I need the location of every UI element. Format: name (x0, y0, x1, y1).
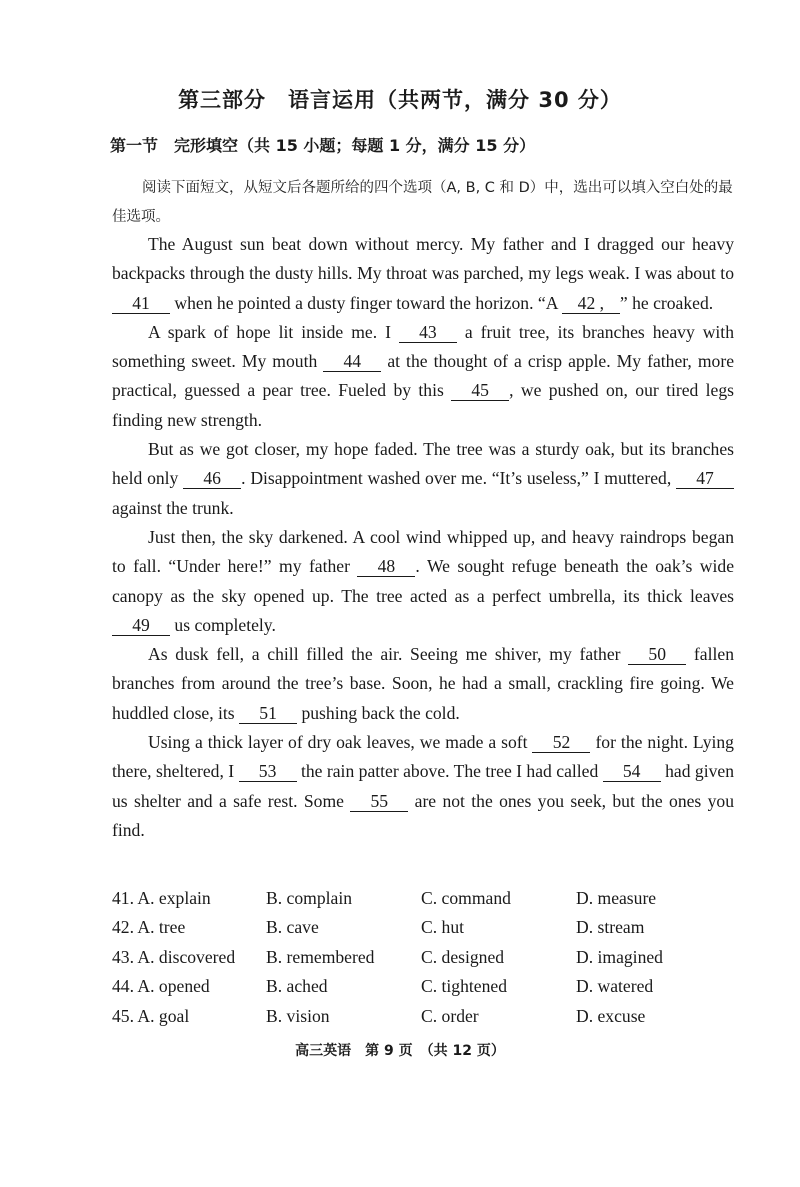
answer-option[interactable]: B. ached (266, 976, 328, 997)
question-option-row (112, 917, 752, 946)
answer-option[interactable]: D. excuse (576, 1005, 646, 1026)
answer-option[interactable]: C. tightened (421, 976, 508, 997)
section-title: 第一节 完形填空（共 15 小题；每题 1 分，满分 15 分） (110, 136, 536, 155)
passage-text: fallen branches from around the tree’s base. Soon, he had a small, crackling fire going. We huddled close, its (112, 644, 734, 723)
passage-text: when he pointed a dusty finger toward the horizon. “A (170, 292, 562, 313)
answer-option[interactable]: 44. A. opened (112, 976, 210, 997)
answer-blank[interactable]: 41 (112, 294, 170, 314)
question-option-row (112, 888, 752, 917)
answer-option[interactable]: D. stream (576, 917, 645, 938)
passage-text: had given us shelter and a safe rest. Some (112, 761, 734, 811)
passage-text: the rain patter above. The tree I had called (296, 761, 603, 782)
passage-paragraph (112, 640, 734, 728)
answer-option[interactable]: B. cave (266, 917, 319, 938)
passage-text: pushing back the cold. (297, 702, 460, 723)
answer-blank[interactable]: 49 (112, 616, 170, 636)
answer-option[interactable]: B. vision (266, 1005, 330, 1026)
answer-blank[interactable]: 52 (532, 733, 590, 753)
passage-paragraph (112, 230, 734, 318)
passage-paragraph (112, 523, 734, 640)
part-title: 第三部分 语言运用（共两节，满分 30 分） (178, 88, 622, 112)
cloze-passage (112, 230, 734, 845)
passage-paragraph (112, 318, 734, 435)
question-option-row (112, 947, 752, 976)
passage-text: at the thought of a crisp apple. My father, more practical, guessed a pear tree. Fueled by this (112, 351, 735, 401)
answer-option[interactable]: 45. A. goal (112, 1005, 190, 1026)
passage-text: But as we got closer, my hope faded. The tree was a sturdy oak, but its branches held only (112, 439, 734, 489)
passage-text: A spark of hope lit inside me. I (148, 321, 399, 342)
answer-blank[interactable]: 43 (399, 323, 457, 343)
answer-blank[interactable]: 53 (239, 762, 297, 782)
answer-blank[interactable]: 50 (628, 645, 686, 665)
passage-text: are not the ones you seek, but the ones you find. (112, 790, 734, 840)
instructions: 阅读下面短文，从短文后各题所给的四个选项（A, B, C 和 D）中，选出可以填入空白处的最佳选项。 (112, 180, 733, 225)
question-option-row (112, 1006, 752, 1035)
page-footer: 高三英语 第 9 页 （共 12 页） (295, 1043, 505, 1059)
passage-text: The August sun beat down without mercy. My father and I dragged our heavy backpacks through the dusty hills. My throat was parched, my legs weak. I was about to (112, 234, 734, 284)
answer-option[interactable]: 43. A. discovered (112, 946, 236, 967)
answer-blank[interactable]: 55 (350, 792, 408, 812)
passage-text: , we pushed on, our tired legs finding new strength. (112, 380, 734, 430)
answer-option[interactable]: C. hut (421, 917, 465, 938)
passage-text: against the trunk. (112, 497, 234, 518)
answer-blank[interactable]: 51 (239, 704, 297, 724)
answer-option[interactable]: D. imagined (576, 946, 663, 967)
answer-option[interactable]: D. measure (576, 888, 657, 908)
answer-blank[interactable]: 54 (603, 762, 661, 782)
answer-option[interactable]: C. order (421, 1005, 479, 1026)
answer-blank[interactable]: 45 (451, 381, 509, 401)
answer-blank[interactable]: 44 (323, 352, 381, 372)
passage-text: ” he croaked. (619, 292, 714, 313)
answer-option[interactable]: 41. A. explain (112, 888, 211, 908)
passage-text: Just then, the sky darkened. A cool wind whipped up, and heavy raindrops began to fall. “Under here!” my father (112, 526, 734, 577)
passage-text: . Disappointment washed over me. “It’s useless,” I muttered, (241, 468, 676, 489)
answer-option[interactable]: D. watered (576, 976, 654, 997)
answer-option[interactable]: B. complain (266, 888, 353, 908)
answer-blank[interactable]: 42 , (562, 294, 620, 314)
question-option-row (112, 976, 752, 1005)
passage-text: Using a thick layer of dry oak leaves, we made a soft (148, 732, 533, 753)
answer-option[interactable]: 42. A. tree (112, 917, 186, 938)
answer-options (112, 888, 752, 1035)
passage-text: a fruit tree, its branches heavy with something sweet. My mouth (112, 321, 734, 372)
passage-text: for the night. Lying there, sheltered, I (112, 732, 734, 782)
passage-text: As dusk fell, a chill filled the air. Seeing me shiver, my father (148, 644, 629, 665)
answer-blank[interactable]: 46 (183, 469, 241, 489)
passage-paragraph (112, 728, 734, 845)
passage-text: . We sought refuge beneath the oak’s wide canopy as the sky opened up. The tree acted as a perfect umbrella, its thick leaves (112, 556, 735, 606)
passage-text: us completely. (170, 614, 276, 635)
passage-paragraph (112, 435, 734, 523)
answer-option[interactable]: C. command (421, 888, 511, 908)
answer-blank[interactable]: 47 (676, 469, 734, 489)
answer-option[interactable]: C. designed (421, 946, 505, 967)
answer-blank[interactable]: 48 (357, 557, 415, 577)
answer-option[interactable]: B. remembered (266, 946, 375, 967)
